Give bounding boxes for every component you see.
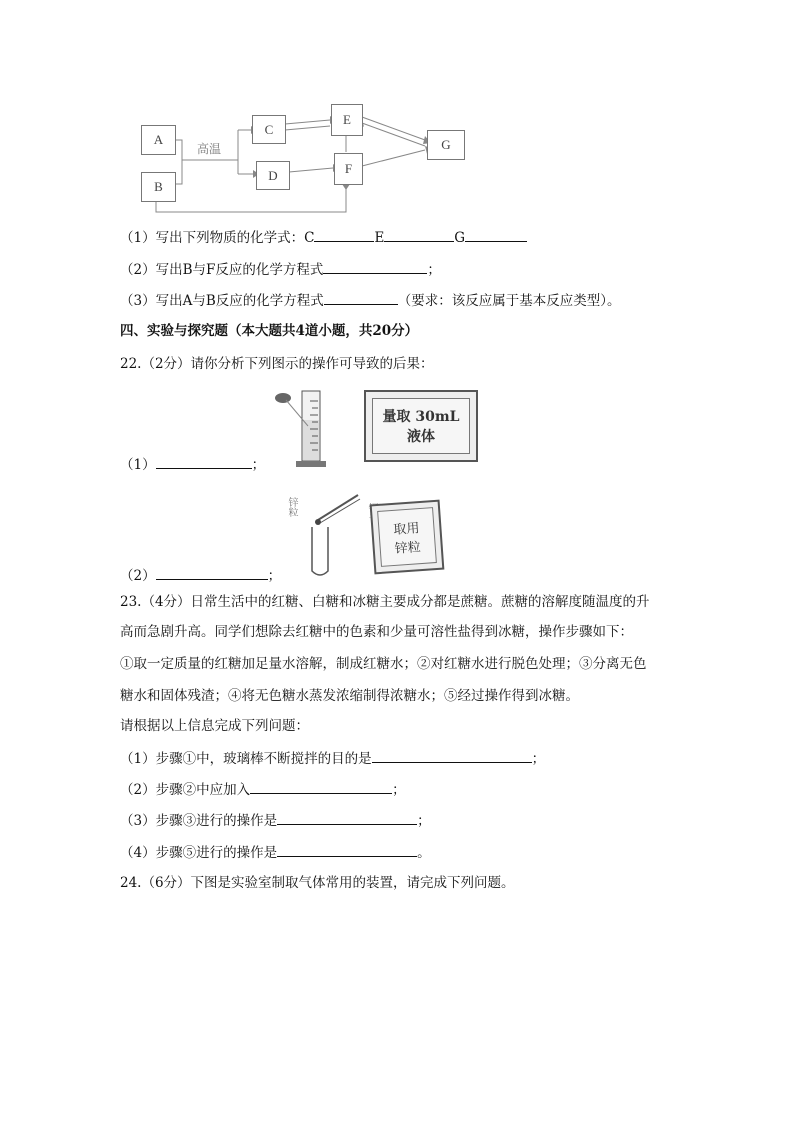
answer-blank-eq2[interactable] [324,290,398,305]
q22-part2 [120,565,281,586]
answer-blank-23-4[interactable] [277,842,417,857]
q23-line4: 糖水和固体残渣；④将无色糖水蒸发浓缩制得浓糖水；⑤经过操作得到冰糖。 [120,688,579,704]
q23-p4-end: 。 [417,845,431,861]
q21-p2-num: （2） [120,262,156,278]
q23-p3-end: ； [417,813,431,829]
q21-p1-text: 写出下列物质的化学式：C [155,230,315,246]
answer-blank-g[interactable] [465,227,527,242]
q21-part1 [120,227,527,248]
answer-blank-23-3[interactable] [277,810,417,825]
q23-p2-text: （2）步骤②中应加入 [120,782,251,798]
q23-line5: 请根据以上信息完成下列问题： [120,718,309,734]
q23-p1-end: ； [531,751,546,767]
node-c: C [252,115,286,144]
q23-p1-text: （1）步骤①中，玻璃棒不断搅拌的目的是 [120,751,372,767]
q21-p1-g: G [454,230,466,246]
node-f: F [334,153,363,185]
sign-measure [364,390,478,462]
sign-zinc-line1: 取用 [392,521,420,538]
answer-blank-23-1[interactable] [372,748,532,763]
answer-blank-22-2[interactable] [156,565,268,580]
q21-p3-end: （要求：该反应属于基本反应类型）。 [397,293,621,309]
answer-blank-23-2[interactable] [250,779,392,794]
sign-measure-line1: 量取 30mL [382,409,460,425]
q21-p1-num: （1） [120,230,156,246]
condition-label: 高温 [197,142,222,156]
q22-p1-num: （1） [120,457,156,473]
q24-stem: 24.（6分）下图是实验室制取气体常用的装置，请完成下列问题。 [120,875,515,891]
section-title: 四、实验与探究题（本大题共4道小题，共20分） [120,323,419,339]
node-d: D [256,161,290,190]
q23-part1 [120,748,545,769]
q23-part2 [120,779,406,800]
q23-p2-end: ； [392,782,406,798]
q23-p3-text: （3）步骤③进行的操作是 [120,813,278,829]
diagram-lines [0,0,794,230]
q22-part1 [120,454,265,475]
q23-line2: 高而急剧升高。同学们想除去红糖中的色素和少量可溶性盐得到冰糖，操作步骤如下： [120,624,633,640]
answer-blank-eq1[interactable] [323,259,427,274]
q23-line1: 23.（4分）日常生活中的红糖、白糖和冰糖主要成分都是蔗糖。蔗糖的溶解度随温度的升 [120,594,650,610]
node-e: E [331,104,363,136]
q21-p3-text: 写出A与B反应的化学方程式 [155,293,324,309]
q23-part3 [120,810,431,831]
test-tube-image [290,485,370,580]
q21-part2 [120,259,441,280]
q21-p2-end: ； [427,262,441,278]
answer-blank-c[interactable] [314,227,374,242]
graduated-cylinder-image [270,386,340,471]
q23-p4-text: （4）步骤⑤进行的操作是 [120,845,278,861]
q23-line3: ①取一定质量的红糖加足量水溶解，制成红糖水；②对红糖水进行脱色处理；③分离无色 [120,656,647,672]
answer-blank-22-1[interactable] [156,454,252,469]
q21-p1-e: E [374,230,385,246]
q23-part4 [120,842,431,863]
q22-stem: 22.（2分）请你分析下列图示的操作可导致的后果： [120,356,434,372]
node-g: G [427,130,465,160]
sign-measure-line2: 液体 [407,429,435,445]
q22-p2-num: （2） [120,568,156,584]
sign-zinc [370,500,445,575]
q21-p2-text: 写出B与F反应的化学方程式 [155,262,324,278]
q21-p3-num: （3） [120,293,156,309]
sign-zinc-line2: 锌粒 [394,540,422,557]
q22-p1-end: ； [251,457,266,473]
node-b: B [141,172,176,202]
zinc-label: 锌粒 [286,497,297,517]
q22-p2-end: ； [267,568,282,584]
node-a: A [141,125,176,155]
q21-part3 [120,290,621,311]
answer-blank-e[interactable] [384,227,454,242]
